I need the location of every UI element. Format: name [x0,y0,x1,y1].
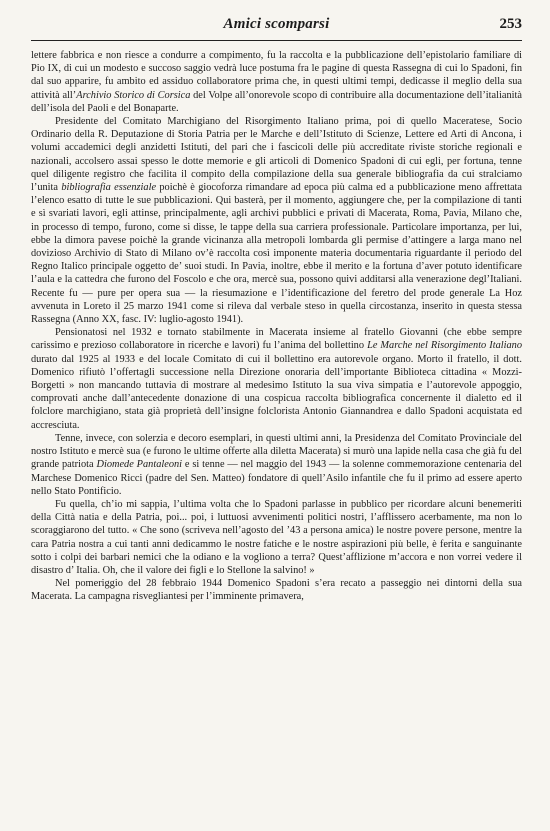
paragraph [31,432,522,498]
running-title: Amici scomparsi [223,16,330,32]
italic-title-text: Diomede Pantaleoni [96,459,183,471]
paragraph-text: Tenne, invece, con solerzia e decoro esemplari, in questi ultimi anni, la Presidenza del Comitato Provinciale del nostro Istituto e mercè sua (e furono le ultime offerte alla diletta Macerata) si murò una lapide nella casa che già fu del grande patriota [31,432,522,471]
running-header [31,0,522,41]
paragraph [31,115,522,326]
paragraph-text: poichè è giocoforza rimandare ad epoca più calma ed a pubblicazione meno affrettata l’elenco esatto di tutte le sue pubblicazioni. Qui basterà, per il momento, aggiungere che, per la compilazione di tanti e sì svariati lavori, egli attinse, principalmente, agli archivi pubblici e privati di Macerata, Roma, Pavia, Milano che, in processo di tempo, furono, come si disse, le tappe della sua carriera professionale. Particolare importanza, per lui, ebbe la dimora pavese poichè la grande vicinanza alla metropoli lombarda gli permise d’attingere a larga mano nel dovizioso Archivio di Stato di Milano ov’è raccolta così imponente materia documentaria riguardante il periodo del Regno Italico principale oggetto de’ suoi studi. In Pavia, inoltre, ebbe il merito e la fortuna d’aver potuto identificare l’aula e la cattedra che furono del Foscolo e che ora, mercè sua, possono quivi additarsi alla venerazione degl’Italiani. Recente fu — pure per opera sua — la riesumazione e l’identificazione del feretro del prode generale La Hoz avvenuta in Loreto il 25 marzo 1941 come si rileva dal verbale steso in quella circostanza, inserito in questa stessa Rassegna (Anno XX, fasc. IV: luglio-agosto 1941). [31,182,522,326]
paragraph [31,498,522,577]
paragraph-text: Pensionatosi nel 1932 e tornato stabilmente in Macerata insieme al fratello Giovanni (che ebbe sempre carissimo e prezioso collaboratore in ricerche e lavori) fu l’anima del bollettino [31,327,522,352]
paragraph-text: Nel pomeriggio del 28 febbraio 1944 Domenico Spadoni s’era recato a passeggio nei dintorni della sua Macerata. La campagna risvegliantesi per l’imminente primavera, [31,578,522,603]
italic-title-text: Archivio Storico di Corsica [76,89,191,101]
paragraph [31,577,522,603]
paragraph-text: lettere fabbrica e non riesce a condurre a compimento, fu la raccolta e la pubblicazione dell’epistolario familiare di Pio IX, di cui un modesto e succoso saggio vedrà luce postuma fra le pagine di questa Rassegna di cui lo Spadoni, fin dal suo apparire, fu ambito ed assiduo collaboratore prima che, in questi ultimi tempi, dedicasse il meglio della sua attività all’ [31,50,522,101]
paragraph [31,326,522,432]
paragraph-text: Presidente del Comitato Marchigiano del Risorgimento Italiano prima, poi di quello Maceratese, Socio Ordinario della R. Deputazione di Storia Patria per le Marche e dell’Istituto di Scienze, Lettere ed Arti di Ancona, i volumi accademici degli anzidetti Istituti, del pari che i fascicoli delle più accreditate riviste storiche regionali e nazionali, accolsero assai spesso le dotte memorie e gli articoli di Domenico Spadoni di cui egli, per fortuna, tenne quel diligente registro che facilita il compito della compilazione della sua generale bibliografia da cui stralciamo l’unita [31,116,522,194]
paragraph-text: durato dal 1925 al 1933 e del locale Comitato di cui il bollettino era autorevole organo. Morto il fratello, il dott. Domenico rifiutò l’offertagli successione nella Direzione onoraria dell’importante Biblioteca cittadina « Mozzi-Borgetti » non mancando tuttavia di mostrare al medesimo Istituto la sua viva simpatia e l’autorevole appoggio, comprovati anche dall’antecedente donazione di una cospicua raccolta bibliografica concernente il dialetto ed il folclore marchigiano, stata già proprietà dell’insigne folclorista Antonio Giannandrea e dallo Spadoni acquistata ed accresciuta. [31,353,522,431]
paragraph [31,49,522,115]
italic-title-text: Le Marche nel Risorgimento Italiano [367,340,523,352]
paragraph-text: del Volpe all’onorevole scopo di contribuire alla documentazione dell’italianità dell’isola del Paoli e del Bonaparte. [31,89,522,114]
page-number: 253 [499,16,522,32]
paragraph-text: Fu quella, ch’io mi sappia, l’ultima volta che lo Spadoni parlasse in pubblico per ricordare alcuni benemeriti della Città natia e della Patria, poi... poi, i luttuosi avvenimenti politici nostri, l’afflissero acerbamente, ma non lo scoraggiarono del tutto. « Che sono (scriveva nell’agosto del ’43 a persona amica) le nostre povere persone, mentre la cara Patria nostra a cui tanti anni dedicammo le nostre fatiche e le nostre aspirazioni più belle, è ferita e sanguinante sotto i colpi dei barbari nemici che la odiano e la vogliono a terra? Quest’afflizione m’accora e non vorrei vedere il disastro d’ Italia. Oh, che il valore dei figli e lo Stellone la salvino! » [31,498,522,576]
paragraph-text: e si tenne — nel maggio del 1943 — la solenne commemorazione centenaria del Marchese Domenico Ricci (padre del Sen. Matteo) fondatore di quell’Asilo infantile che fu il primo ad essere aperto nello Stato Pontificio. [31,459,522,497]
page-body [31,41,522,604]
italic-title-text: bibliografia essenziale [61,182,157,194]
